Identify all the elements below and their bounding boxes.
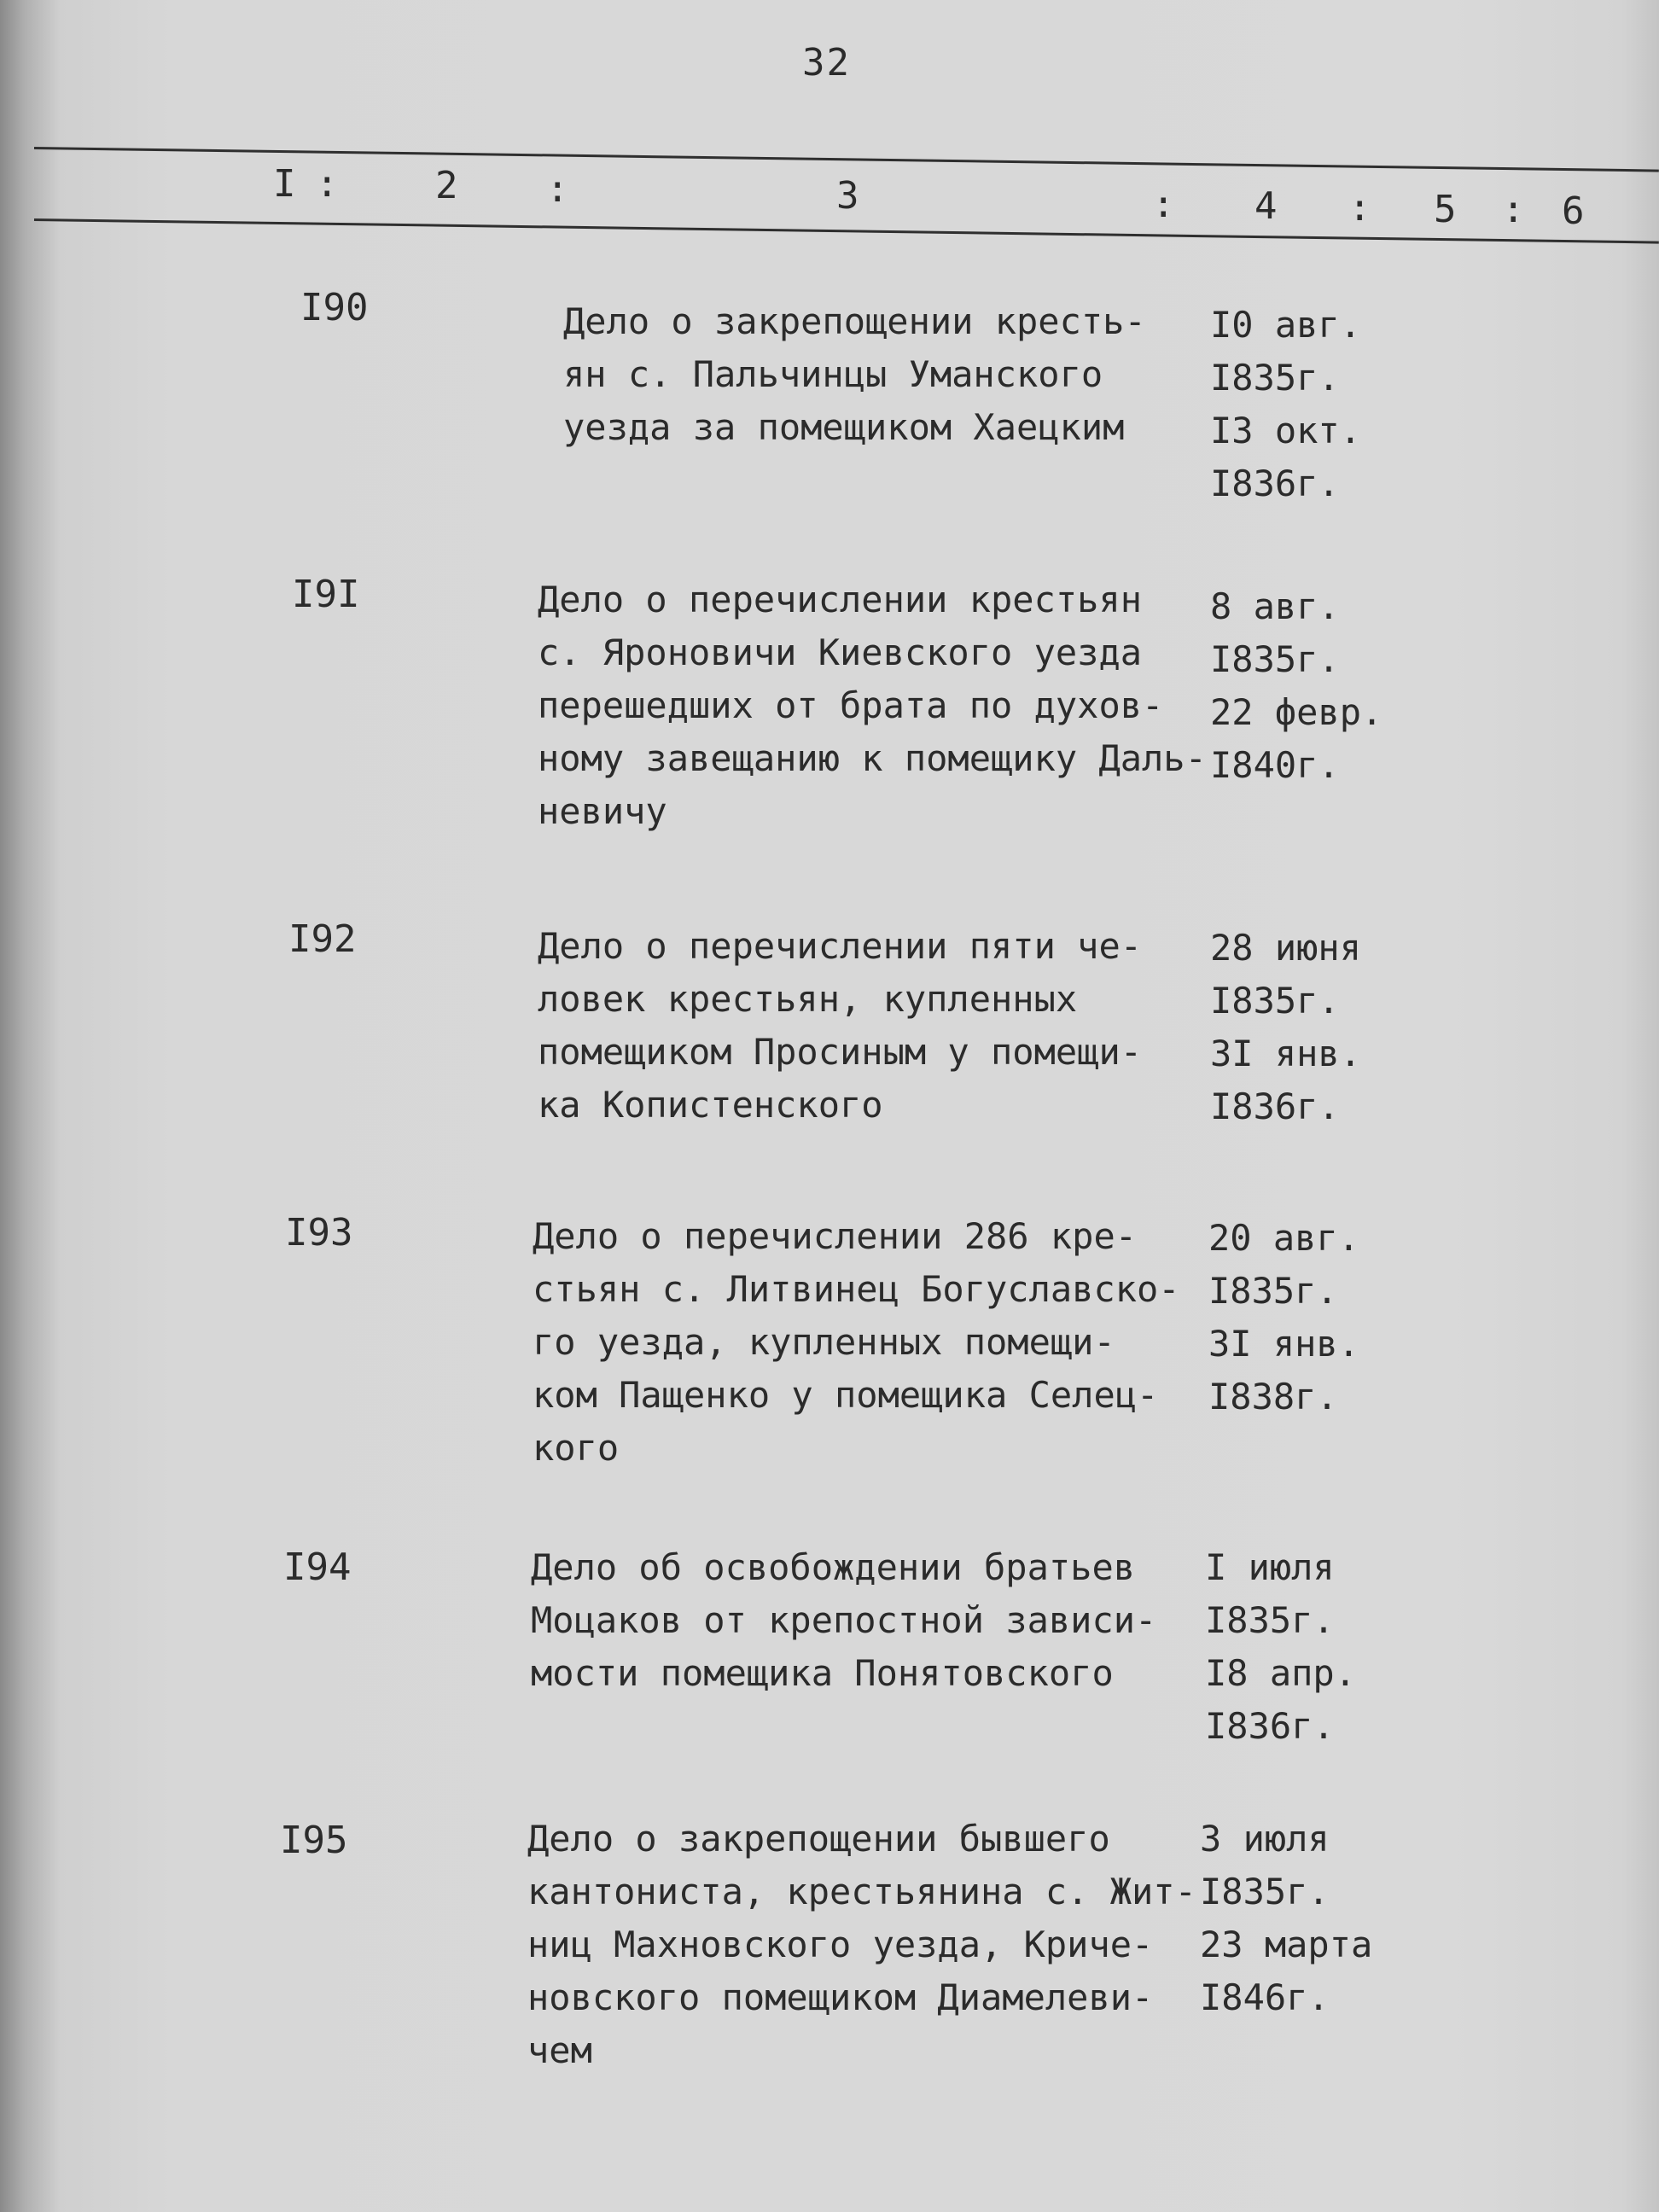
record-dates: 20 авг. I835г. 3I янв. I838г. xyxy=(1208,1217,1360,1417)
column-header-3: 3 xyxy=(836,174,859,218)
record-description: Дело о закрепощении бывшего кантониста, крестьянина с. Жит- ниц Махновского уезда, Криче- новского помещиком Диамелеви- чем xyxy=(527,1818,1196,2071)
record-number: I90 xyxy=(300,286,369,329)
record-description: Дело о закрепощении кресть- ян с. Пальчинцы Уманского уезда за помещиком Хаецким xyxy=(563,300,1146,448)
record-description: Дело о перечислении 286 кре- стьян с. Литвинец Богуславско- го уезда, купленных помещи- ком Пащенко у помещика Селец- кого xyxy=(533,1215,1180,1469)
record-number: I9I xyxy=(292,573,360,616)
column-header-1: I xyxy=(273,162,296,206)
column-header-2: 2 xyxy=(435,164,458,207)
record-description: Дело о перечислении крестьян с. Яроновичи Киевского уезда перешедших от брата по духов- ному завещанию к помещику Даль- невичу xyxy=(538,579,1207,832)
column-header-separator: : xyxy=(1152,183,1175,226)
record-dates: I0 авг. I835г. I3 окт. I836г. xyxy=(1210,304,1362,504)
record-number: I93 xyxy=(285,1211,353,1254)
record-description: Дело об освобождении братьев Моцаков от крепостной зависи- мости помещика Понятовского xyxy=(531,1546,1157,1694)
column-header-4: 4 xyxy=(1254,184,1278,228)
record-dates: 28 июня I835г. 3I янв. I836г. xyxy=(1210,927,1362,1127)
column-header-separator: : xyxy=(316,162,339,206)
column-header-separator: : xyxy=(546,167,569,211)
column-header-5: 5 xyxy=(1434,188,1457,231)
record-dates: 3 июля I835г. 23 марта I846г. xyxy=(1200,1818,1373,2018)
record-dates: 8 авг. I835г. 22 февр. I840г. xyxy=(1210,585,1383,786)
column-header-separator: : xyxy=(1348,186,1371,230)
record-dates: I июля I835г. I8 апр. I836г. xyxy=(1205,1546,1357,1747)
record-number: I92 xyxy=(288,917,357,961)
record-number: I94 xyxy=(283,1545,352,1589)
record-number: I95 xyxy=(280,1819,348,1862)
page-number: 32 xyxy=(802,41,851,84)
record-description: Дело о перечислении пяти че- ловек крестьян, купленных помещиком Просиным у помещи- ка Копистенского xyxy=(538,925,1143,1126)
column-header-separator: : xyxy=(1502,188,1525,231)
column-header-6: 6 xyxy=(1562,189,1585,233)
